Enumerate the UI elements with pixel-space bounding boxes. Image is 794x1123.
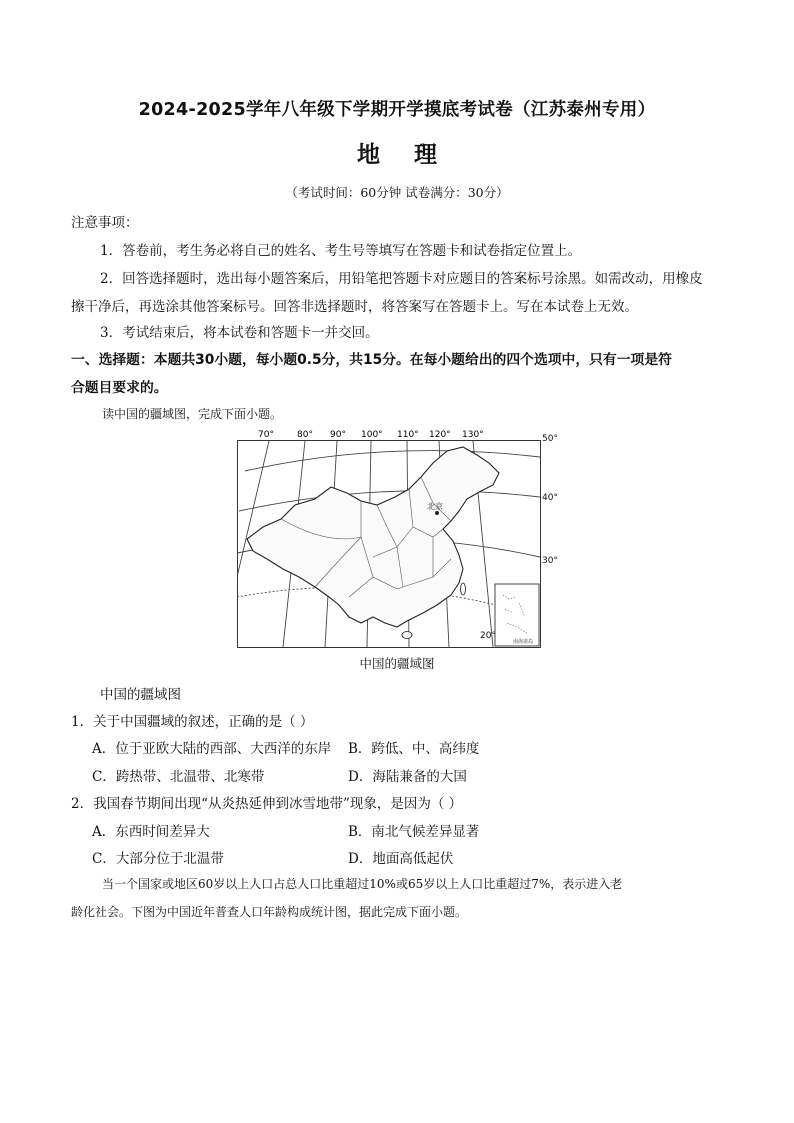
notes-heading: 注意事项：	[71, 215, 139, 231]
question-2-option-c[interactable]: C．大部分位于北温带	[92, 851, 224, 867]
beijing-label: 北京	[427, 502, 443, 511]
aging-intro-line-2: 龄化社会。下图为中国近年普查人口年龄构成统计图，据此完成下面小题。	[71, 905, 468, 919]
question-1-option-d[interactable]: D．海陆兼备的大国	[348, 769, 467, 785]
question-1-stem: 1．关于中国疆域的叙述，正确的是（ ）	[71, 714, 314, 730]
lon-label-70: 70°	[258, 430, 274, 440]
lon-label-90: 90°	[330, 430, 346, 440]
lon-label-110: 110°	[397, 430, 419, 440]
lat-label-40: 40°	[542, 493, 558, 503]
exam-title: 2024-2025学年八年级下学期开学摸底考试卷（江苏泰州专用）	[138, 100, 656, 120]
map-caption: 中国的疆域图	[359, 656, 435, 671]
question-1-option-c[interactable]: C．跨热带、北温带、北寒带	[92, 769, 265, 785]
exam-info: （考试时间：60分钟 试卷满分：30分）	[285, 185, 509, 200]
question-2-option-d[interactable]: D．地面高低起伏	[348, 851, 454, 867]
question-2-stem: 2．我国春节期间出现“从炎热延伸到冰雪地带”现象，是因为（ ）	[71, 796, 463, 812]
beijing-marker	[435, 511, 439, 515]
section-heading-cont: 合题目要求的。	[71, 380, 168, 396]
subject-char-2: 理	[414, 142, 437, 168]
south-sea-inset	[495, 584, 539, 646]
note-item-3: 3．考试结束后，将本试卷和答题卡一并交回。	[100, 325, 379, 341]
taiwan-island	[461, 583, 466, 595]
lat-label-20: 20°	[480, 631, 496, 641]
question-1-option-a[interactable]: A．位于亚欧大陆的西部、大西洋的东岸	[92, 741, 332, 757]
lon-label-130: 130°	[462, 430, 484, 440]
map-intro: 读中国的疆域图，完成下面小题。	[102, 407, 283, 421]
question-1-option-b[interactable]: B．跨低、中、高纬度	[348, 741, 480, 757]
caption-repeat: 中国的疆域图	[100, 687, 181, 703]
question-2-option-b[interactable]: B．南北气候差异显著	[348, 824, 480, 840]
lat-label-50: 50°	[542, 434, 558, 444]
inset-label: 南海诸岛	[513, 639, 534, 645]
subject-title	[0, 136, 794, 169]
hainan-island	[402, 632, 412, 639]
subject-char-1: 地	[357, 142, 380, 168]
section-heading: 一、选择题：本题共30小题，每小题0.5分，共15分。在每小题给出的四个选项中，只有一项是符	[71, 352, 672, 368]
lon-label-100: 100°	[361, 430, 383, 440]
china-territory-map	[237, 427, 541, 649]
note-item-2: 2．回答选择题时，选出每小题答案后，用铅笔把答题卡对应题目的答案标号涂黑。如需改动，用橡皮	[100, 271, 703, 287]
aging-intro-line-1: 当一个国家或地区60岁以上人口占总人口比重超过10%或65岁以上人口比重超过7%，表示进入老	[102, 877, 623, 891]
lon-label-120: 120°	[429, 430, 451, 440]
map-svg	[237, 427, 541, 649]
lon-label-80: 80°	[297, 430, 313, 440]
note-item-1: 1．答卷前，考生务必将自己的姓名、考生号等填写在答题卡和试卷指定位置上。	[100, 243, 582, 259]
note-item-2-cont: 擦干净后，再选涂其他答案标号。回答非选择题时，将答案写在答题卡上。写在本试卷上无效。	[71, 299, 638, 315]
question-2-option-a[interactable]: A．东西时间差异大	[92, 824, 210, 840]
lat-label-30: 30°	[542, 556, 558, 566]
